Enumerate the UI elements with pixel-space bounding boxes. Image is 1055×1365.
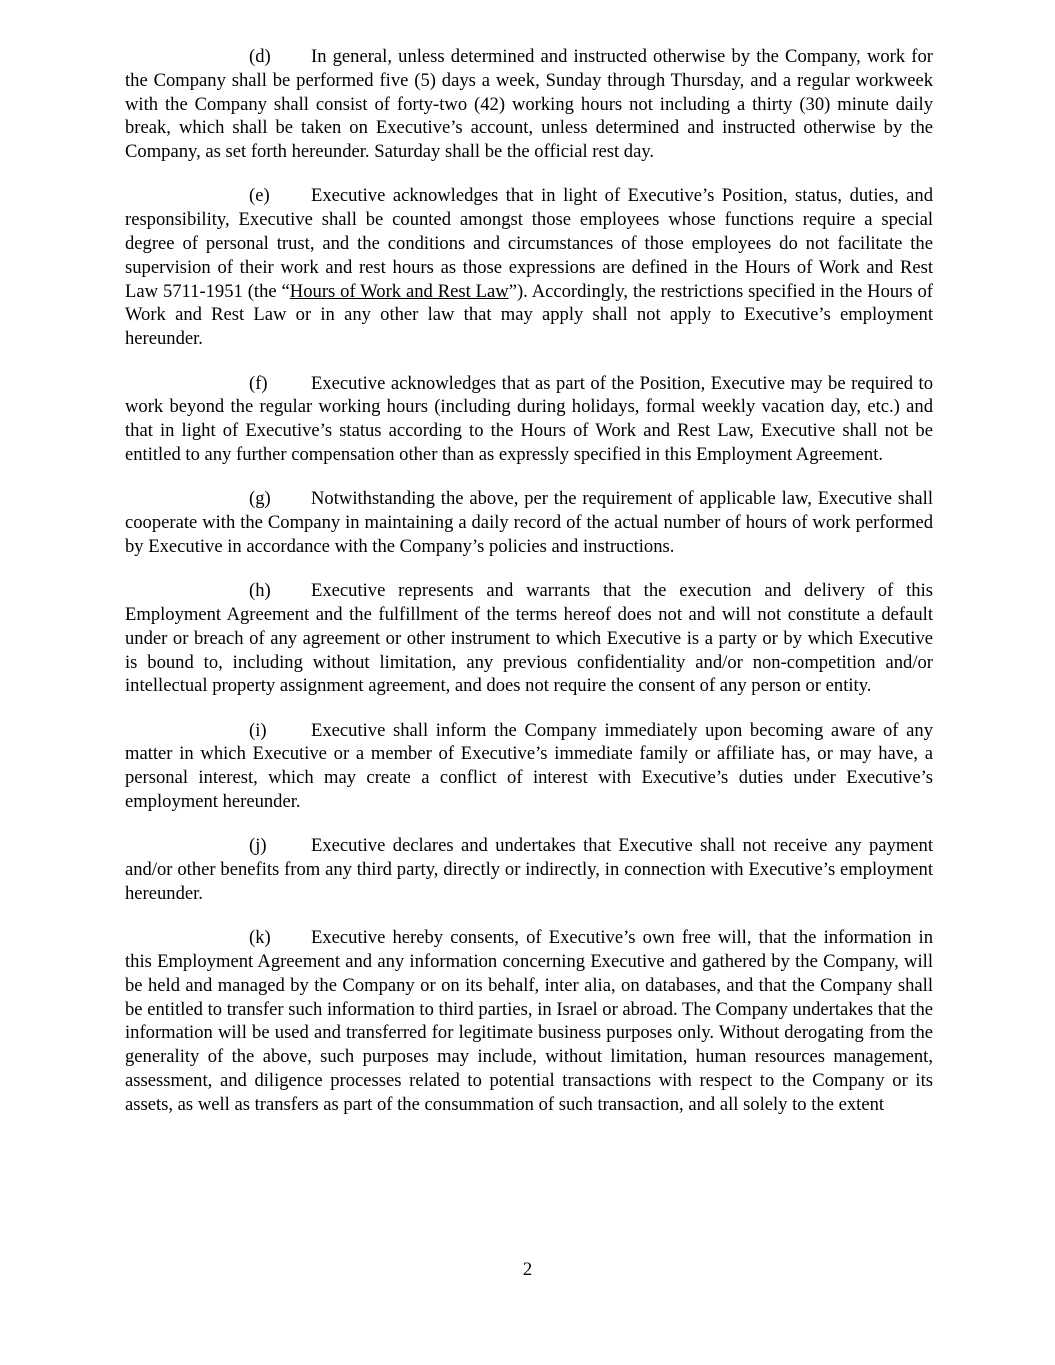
document-page	[125, 45, 933, 1137]
paragraph-label: (j)	[249, 835, 267, 857]
paragraph-text: Executive acknowledges that in light of Executive’s Position, status, duties, and responsibility, Executive shall be counted amongst those employees whose functions require a special degree of personal trust, and the conditions and circumstances of those employees do not facilitate the supervision of their work and rest hours as those expressions are defined in the Hours of Work and Rest Law 5711-1951 (the “	[125, 185, 933, 302]
paragraph-j	[125, 834, 933, 905]
paragraph-i	[125, 719, 933, 814]
page-number: 2	[522, 1259, 533, 1280]
paragraph-h	[125, 579, 933, 698]
paragraph-text: In general, unless determined and instructed otherwise by the Company, work for the Company shall be performed five (5) days a week, Sunday through Thursday, and a regular workweek with the Company shall consist of forty-two (42) working hours not including a thirty (30) minute daily break, which shall be taken on Executive’s account, unless determined and instructed otherwise by the Company, as set forth hereunder. Saturday shall be the official rest day.	[125, 46, 933, 163]
paragraph-text: Executive represents and warrants that the execution and delivery of this Employment Agreement and the fulfillment of the terms hereof does not and will not constitute a default under or breach of any agreement or other instrument to which Executive is a party or by which Executive is bound to, including without limitation, any previous confidentiality and/or non-competition and/or intellectual property assignment agreement, and does not require the consent of any person or entity.	[125, 580, 933, 697]
paragraph-label: (h)	[249, 580, 271, 602]
paragraph-label: (f)	[249, 372, 268, 394]
paragraph-text: Executive shall inform the Company immediately upon becoming aware of any matter in which Executive or a member of Executive’s immediate family or affiliate has, or may have, a personal interest, which may create a conflict of interest with Executive’s duties under Executive’s employment hereunder.	[125, 719, 933, 813]
paragraph-k	[125, 926, 933, 1116]
paragraph-text: Executive hereby consents, of Executive’s own free will, that the information in this Employment Agreement and any information concerning Executive and gathered by the Company, will be held and managed by the Company or on its behalf, inter alia, on databases, and that the Company shall be entitled to transfer such information to third parties, in Israel or abroad. The Company undertakes that the information will be used and transferred for legitimate business purposes only. Without derogating from the generality of the above, such purposes may include, without limitation, human resources management, assessment, and diligence processes related to potential transactions with respect to the Company or its assets, as well as transfers as part of the consummation of such transaction, and all solely to the extent	[125, 927, 933, 1115]
paragraph-text: Executive declares and undertakes that Executive shall not receive any payment and/or other benefits from any third party, directly or indirectly, in connection with Executive’s employment hereunder.	[125, 835, 933, 904]
paragraph-text: Executive acknowledges that as part of the Position, Executive may be required to work beyond the regular working hours (including during holidays, formal weekly vacation day, etc.) and that in light of Executive’s status according to the Hours of Work and Rest Law, Executive shall not be entitled to any further compensation other than as expressly specified in this Employment Agreement.	[125, 372, 933, 465]
paragraph-label: (d)	[249, 46, 271, 67]
paragraph-label: (e)	[249, 185, 270, 207]
paragraph-label: (i)	[249, 719, 267, 741]
paragraph-d	[125, 45, 933, 164]
paragraph-text: Notwithstanding the above, per the requirement of applicable law, Executive shall cooperate with the Company in maintaining a daily record of the actual number of hours of work performed by Executive in accordance with the Company’s policies and instructions.	[125, 488, 933, 557]
paragraph-text-continued: ”). Accordingly, the restrictions specified in the Hours of Work and Rest Law or in any other law that may apply shall not apply to Executive’s employment hereunder.	[125, 280, 933, 350]
paragraph-g	[125, 487, 933, 558]
paragraph-f	[125, 372, 933, 467]
paragraph-e	[125, 184, 933, 351]
paragraph-label: (k)	[249, 927, 271, 949]
paragraph-label: (g)	[249, 488, 271, 510]
defined-term: Hours of Work and Rest Law	[289, 280, 509, 302]
